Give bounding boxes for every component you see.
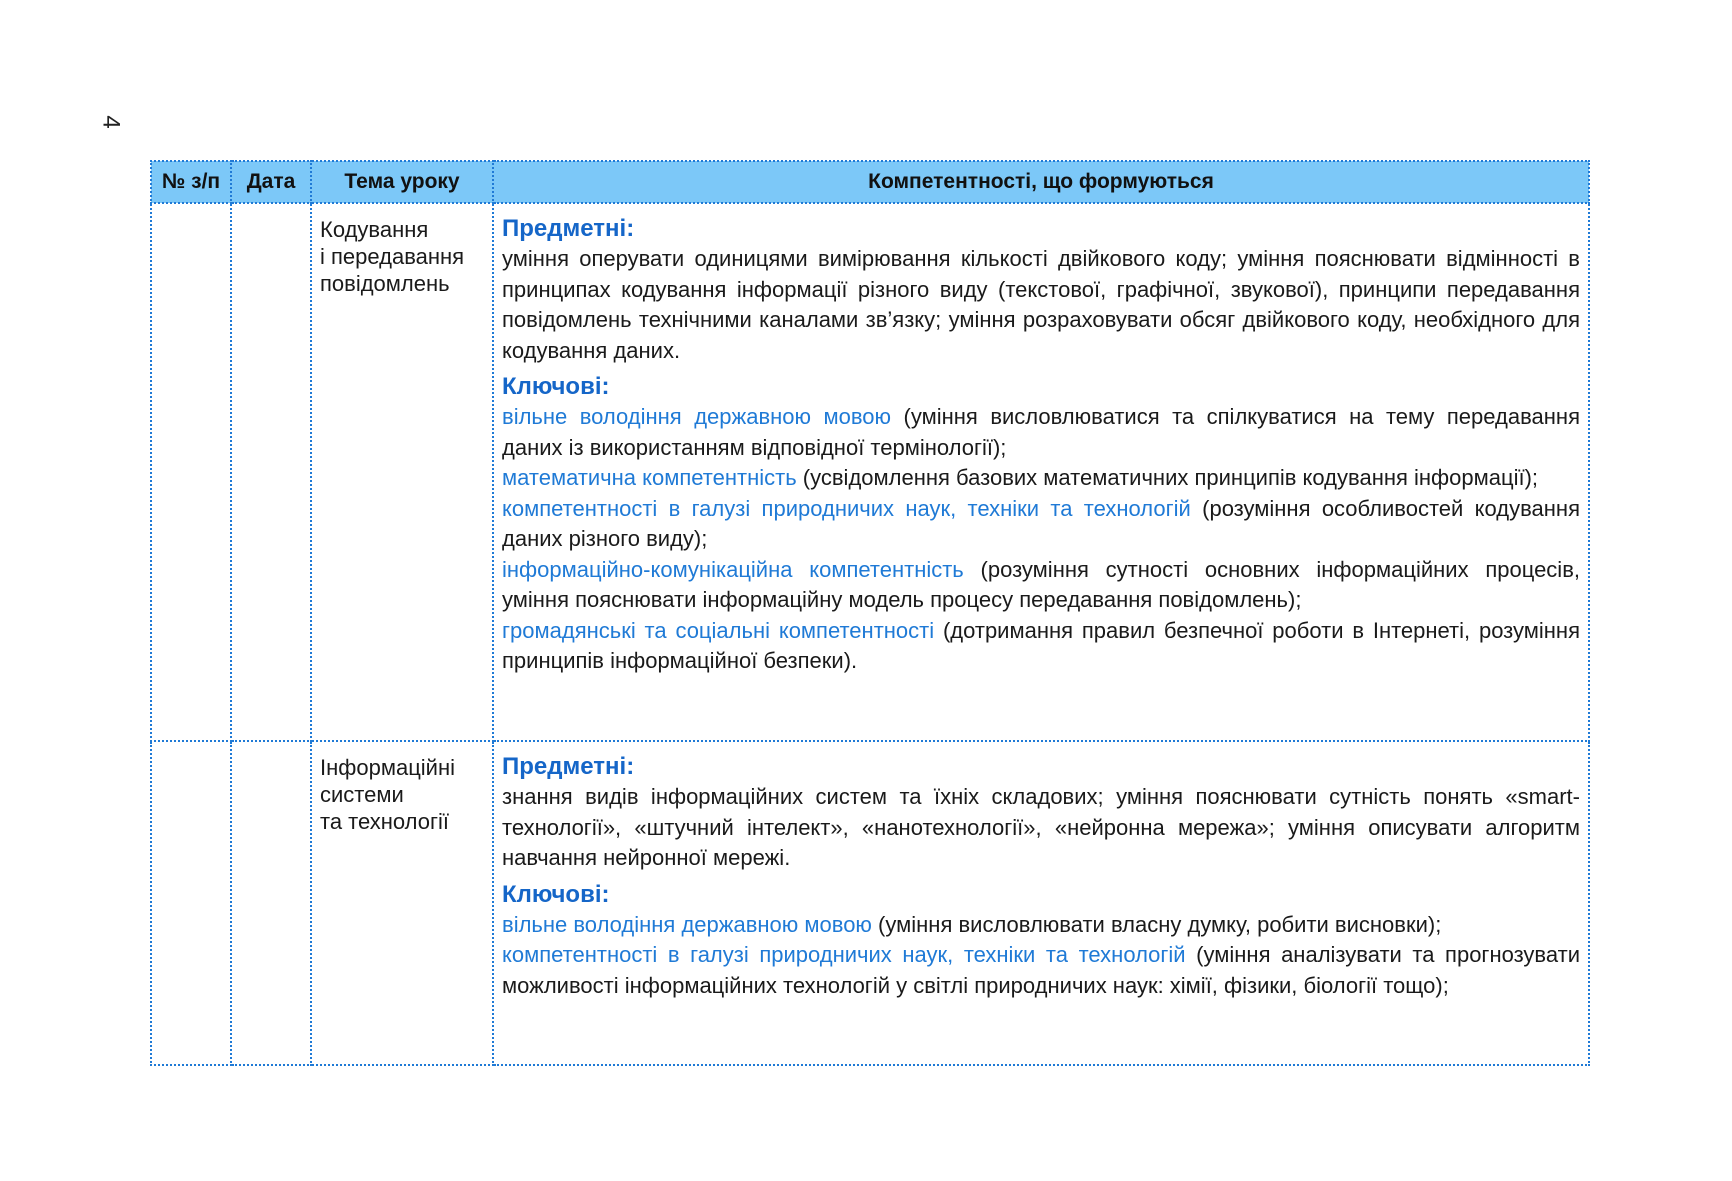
key-competency-name: компетентності в галузі природничих наук, техніки та технологій [502,942,1186,967]
subject-competencies-text: уміння оперувати одиницями вимірювання кількості двійкового коду; уміння пояснювати відмінності в принципах кодування інформації різного виду (текстової, графічної, звукової), принципи передавання повідомлень технічними каналами зв’язку; уміння розраховувати обсяг двійкового коду, необхідного для кодування даних. [502,246,1580,363]
subject-competencies-text: знання видів інформаційних систем та їхніх складових; уміння пояснювати сутність понять «smart-технології», «штучний інтелект», «нанотехнології», «нейронна мережа»; уміння описувати алгоритм навчання нейронної мережі. [502,784,1580,870]
table-row [151,741,1589,1065]
cell-topic: Інформаційні системи та технології [311,741,493,1065]
key-competency-item [502,463,1580,494]
cell-num [151,741,231,1065]
key-competency-name: інформаційно-комунікаційна компетентність [502,556,964,582]
key-competency-name: вільне володіння державною мовою [502,404,892,429]
table-row [151,203,1589,741]
subject-competencies-title: Предметні: [502,215,635,242]
key-competency-item [502,555,1580,616]
key-competency-desc: (усвідомлення базових математичних принципів кодування інформації); [796,465,1539,490]
cell-topic: Кодування і передавання повідомлень [311,203,493,741]
header-competencies: Компетентності, що формуються [493,161,1589,203]
header-date: Дата [231,161,311,203]
key-competency-item [502,910,1580,941]
key-competencies-title: Ключові: [502,373,610,400]
key-competency-desc: (розуміння сутності основних інформаційних процесів, уміння пояснювати інформаційну модель процесу передавання повідомлень); [502,556,1580,612]
header-topic: Тема уроку [311,161,493,203]
page-number: 4 [97,115,125,129]
key-competency-desc: (уміння висловлюватися та спілкуватися на тему передавання даних із використанням відповідної термінології); [502,404,1580,460]
key-competency-item [502,616,1580,677]
key-competency-name: компетентності в галузі природничих наук, техніки та технологій [502,495,1191,521]
cell-competencies [493,203,1589,741]
key-competency-name: громадянські та соціальні компетентності [502,617,935,643]
key-competency-item [502,494,1580,555]
subject-competencies-title: Предметні: [502,753,635,780]
key-competency-desc: (уміння аналізувати та прогнозувати можливості інформаційних технологій у світлі природничих наук: хімії, фізики, біології тощо); [502,942,1580,998]
key-competency-desc: (дотримання правил безпечної роботи в Інтернеті, розуміння принципів інформаційної безпеки). [502,617,1580,673]
cell-competencies [493,741,1589,1065]
key-competency-name: математична компетентність [502,465,797,490]
key-competencies-title: Ключові: [502,880,610,908]
key-competency-desc: (розуміння особливостей кодування даних різного виду); [502,495,1580,551]
lesson-plan-table [150,160,1590,1066]
header-num: № з/п [151,161,231,203]
cell-num [151,203,231,741]
cell-date [231,203,311,741]
key-competency-name: вільне володіння державною мовою [502,911,872,937]
cell-date [231,741,311,1065]
key-competency-desc: (уміння висловлювати власну думку, робити висновки); [871,911,1442,937]
key-competency-item [502,402,1580,463]
table-header-row [151,161,1589,203]
key-competency-item [502,940,1580,1001]
